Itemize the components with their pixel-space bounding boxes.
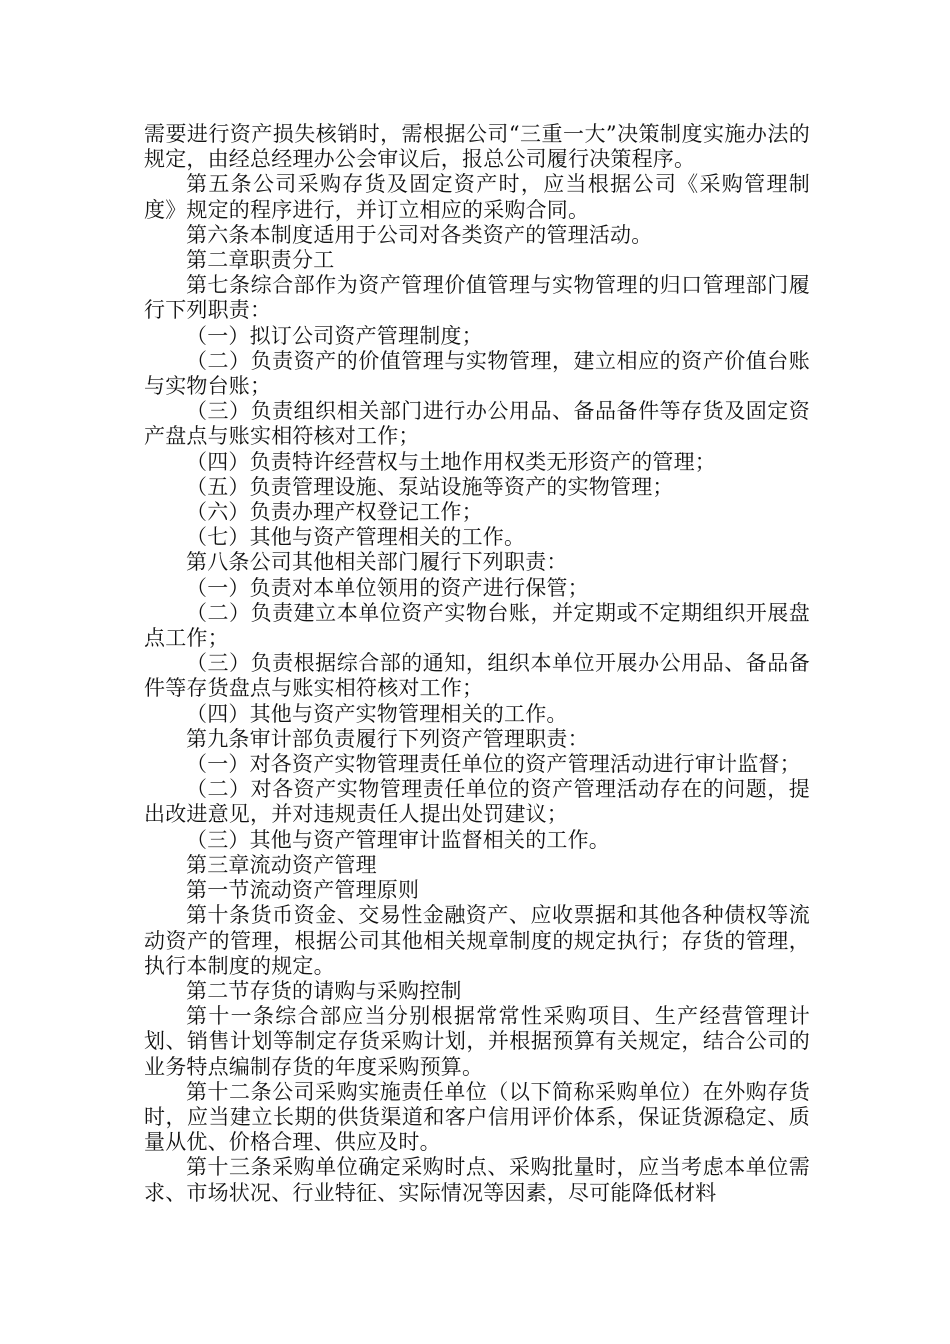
article-7-item-1: （一）拟订公司资产管理制度； xyxy=(186,323,483,348)
section-2-heading: 第二节存货的请购与采购控制 xyxy=(186,978,462,1003)
article-10: 第十条货币资金、交易性金融资产、应收票据和其他各种债权等流动资产的管理，根据公司其他相关规章制度的规定执行；存货的管理，执行本制度的规定。 xyxy=(144,903,810,978)
document-body xyxy=(144,122,810,1206)
article-7-item-5: （五）负责管理设施、泵站设施等资产的实物管理； xyxy=(186,474,674,499)
article-7-item-6: （六）负责办理产权登记工作； xyxy=(186,500,483,525)
article-9: 第九条审计部负责履行下列资产管理职责： xyxy=(186,726,589,751)
chapter-2-heading: 第二章职责分工 xyxy=(186,248,335,273)
article-8: 第八条公司其他相关部门履行下列职责： xyxy=(186,550,568,575)
article-8-item-3: （三）负责根据综合部的通知，组织本单位开展办公用品、备品备件等存货盘点与账实相符核对工作； xyxy=(144,651,810,701)
article-12: 第十二条公司采购实施责任单位（以下简称采购单位）在外购存货时，应当建立长期的供货渠道和客户信用评价体系，保证货源稳定、质量从优、价格合理、供应及时。 xyxy=(144,1079,810,1155)
article-7-item-4: （四）负责特许经营权与土地作用权类无形资产的管理； xyxy=(186,449,716,474)
article-8-item-2: （二）负责建立本单位资产实物台账，并定期或不定期组织开展盘点工作； xyxy=(144,600,810,651)
article-7-item-7: （七）其他与资产管理相关的工作。 xyxy=(186,525,526,550)
article-9-item-3: （三）其他与资产管理审计监督相关的工作。 xyxy=(186,827,610,852)
article-8-item-1: （一）负责对本单位领用的资产进行保管； xyxy=(186,575,589,600)
article-9-item-1: （一）对各资产实物管理责任单位的资产管理活动进行审计监督； xyxy=(186,752,801,777)
article-11: 第十一条综合部应当分别根据常常性采购项目、生产经营管理计划、销售计划等制定存货采购计划，并根据预算有关规定，结合公司的业务特点编制存货的年度采购预算。 xyxy=(144,1004,810,1079)
article-9-item-2: （二）对各资产实物管理责任单位的资产管理活动存在的问题，提出改进意见，并对违规责任人提出处罚建议； xyxy=(144,777,810,827)
article-7-item-2: （二）负责资产的价值管理与实物管理，建立相应的资产价值台账与实物台账； xyxy=(144,348,810,399)
section-1-heading: 第一节流动资产管理原则 xyxy=(186,878,420,903)
article-13: 第十三条采购单位确定采购时点、采购批量时，应当考虑本单位需求、市场状况、行业特征、实际情况等因素，尽可能降低材料 xyxy=(144,1155,810,1205)
paragraph-continuation: 需要进行资产损失核销时，需根据公司“三重一大”决策制度实施办法的规定，由经总经理办公会审议后，报总公司履行决策程序。 xyxy=(144,122,810,172)
article-6: 第六条本制度适用于公司对各类资产的管理活动。 xyxy=(186,222,653,247)
article-8-item-4: （四）其他与资产实物管理相关的工作。 xyxy=(186,701,568,726)
article-7-item-3: （三）负责组织相关部门进行办公用品、备品备件等存货及固定资产盘点与账实相符核对工作； xyxy=(144,399,810,449)
article-7: 第七条综合部作为资产管理价值管理与实物管理的归口管理部门履行下列职责： xyxy=(144,273,810,323)
article-5: 第五条公司采购存货及固定资产时，应当根据公司《采购管理制度》规定的程序进行，并订立相应的采购合同。 xyxy=(144,172,810,222)
chapter-3-heading: 第三章流动资产管理 xyxy=(186,852,377,877)
